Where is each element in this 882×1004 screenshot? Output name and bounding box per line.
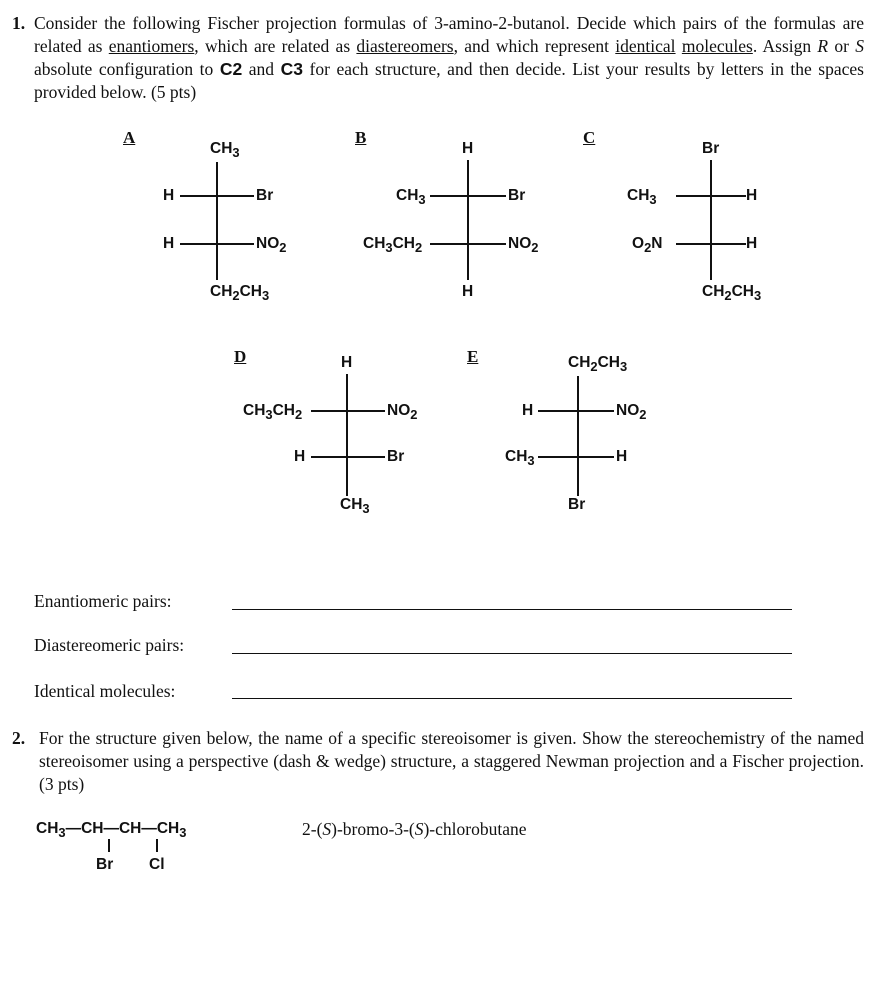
structure-c-right-2: H — [746, 235, 758, 252]
structure-b-bottom: H — [462, 283, 474, 300]
structure-d-bond-1 — [311, 410, 385, 412]
structure-d-bond-2 — [311, 456, 385, 458]
formula-substituent-br: Br — [96, 856, 114, 873]
formula-substituent-cl: Cl — [149, 856, 165, 873]
structure-c-left-2: $O_2N$ — [632, 235, 663, 256]
structure-c-bottom: $CH_2CH_3$ — [702, 283, 762, 304]
structure-e-bond-1 — [538, 410, 614, 412]
structure-d-left-2: H — [294, 448, 306, 465]
structure-e-backbone — [577, 376, 579, 496]
question-2-text: For the structure given below, the name of a specific stereoisomer is given. Show the stereochemistry of the named stereoisomer using a perspective (dash & wedge) structure, a staggered Newman projection and a Fischer projection. (3 pts) — [39, 728, 864, 794]
structure-a-left-1: H — [163, 187, 175, 204]
structure-label-b: B — [355, 128, 367, 147]
structure-d-left-1: $CH_3CH_2$ — [243, 402, 303, 423]
structure-a-bond-2 — [180, 243, 254, 245]
stereoisomer-name: 2-(S)-bromo-3-(S)-chlorobutane — [302, 819, 527, 839]
structure-b-backbone — [467, 160, 469, 280]
structure-d-right-2: Br — [387, 448, 405, 465]
structure-c-top: Br — [702, 140, 720, 157]
identical-molecules-label: Identical molecules: — [34, 681, 176, 701]
structure-d-top: H — [341, 354, 353, 371]
structure-d-backbone — [346, 374, 348, 496]
structure-label-d: D — [234, 347, 247, 366]
structure-e-right-2: H — [616, 448, 628, 465]
formula-bond-2 — [156, 839, 158, 852]
structure-a-top: $CH_3$ — [210, 140, 240, 161]
structure-e-right-1: $NO_2$ — [616, 402, 647, 423]
structure-c-left-1: $CH_3$ — [627, 187, 657, 208]
question-2-number: 2. — [12, 728, 26, 748]
diastereomeric-pairs-label: Diastereomeric pairs: — [34, 635, 185, 655]
identical-molecules-answer-line[interactable] — [232, 698, 792, 699]
structure-b-right-2: $NO_2$ — [508, 235, 539, 256]
structure-e-bond-2 — [538, 456, 614, 458]
structure-a-bottom: $CH_2CH_3$ — [210, 283, 270, 304]
question-2 — [12, 727, 864, 796]
structure-e-top: $CH_2CH_3$ — [568, 354, 628, 375]
structure-b-bond-2 — [430, 243, 506, 245]
structure-e-left-1: H — [522, 402, 534, 419]
structure-a-backbone — [216, 162, 218, 280]
structure-b-left-2: $CH_3CH_2$ — [363, 235, 423, 256]
structure-b-left-1: $CH_3$ — [396, 187, 426, 208]
structure-b-right-1: Br — [508, 187, 526, 204]
structure-e-left-2: $CH_3$ — [505, 448, 535, 469]
formula-main-chain: $CH_3—CH—CH—CH_3$ — [36, 820, 187, 841]
structure-a-right-2: $NO_2$ — [256, 235, 287, 256]
structure-c-right-1: H — [746, 187, 758, 204]
structure-d-bottom: $CH_3$ — [340, 496, 370, 517]
structure-b-top: H — [462, 140, 474, 157]
structure-e-bottom: Br — [568, 496, 586, 513]
enantiomeric-pairs-label: Enantiomeric pairs: — [34, 591, 172, 611]
enantiomeric-pairs-answer-line[interactable] — [232, 609, 792, 610]
structure-c-bond-1 — [676, 195, 746, 197]
structure-d-right-1: $NO_2$ — [387, 402, 418, 423]
formula-bond-1 — [108, 839, 110, 852]
structure-a-right-1: Br — [256, 187, 274, 204]
structure-a-bond-1 — [180, 195, 254, 197]
question-1 — [12, 12, 864, 104]
structure-label-e: E — [467, 347, 479, 366]
question-1-number: 1. — [12, 13, 26, 33]
structure-label-c: C — [583, 128, 596, 147]
structure-c-backbone — [710, 160, 712, 280]
structure-label-a: A — [123, 128, 136, 147]
structure-c-bond-2 — [676, 243, 746, 245]
diastereomeric-pairs-answer-line[interactable] — [232, 653, 792, 654]
structure-b-bond-1 — [430, 195, 506, 197]
question-1-text: Consider the following Fischer projection formulas of 3-amino-2-butanol. Decide which pairs of the formulas are related as enantiomers, which are related as diastereomers, and which represent identical molecules. Assign R or S absolute configuration to C2 and C3 for each structure, and then decide. List your results by letters in the spaces provided below. (5 pts) — [34, 13, 865, 102]
structure-a-left-2: H — [163, 235, 175, 252]
